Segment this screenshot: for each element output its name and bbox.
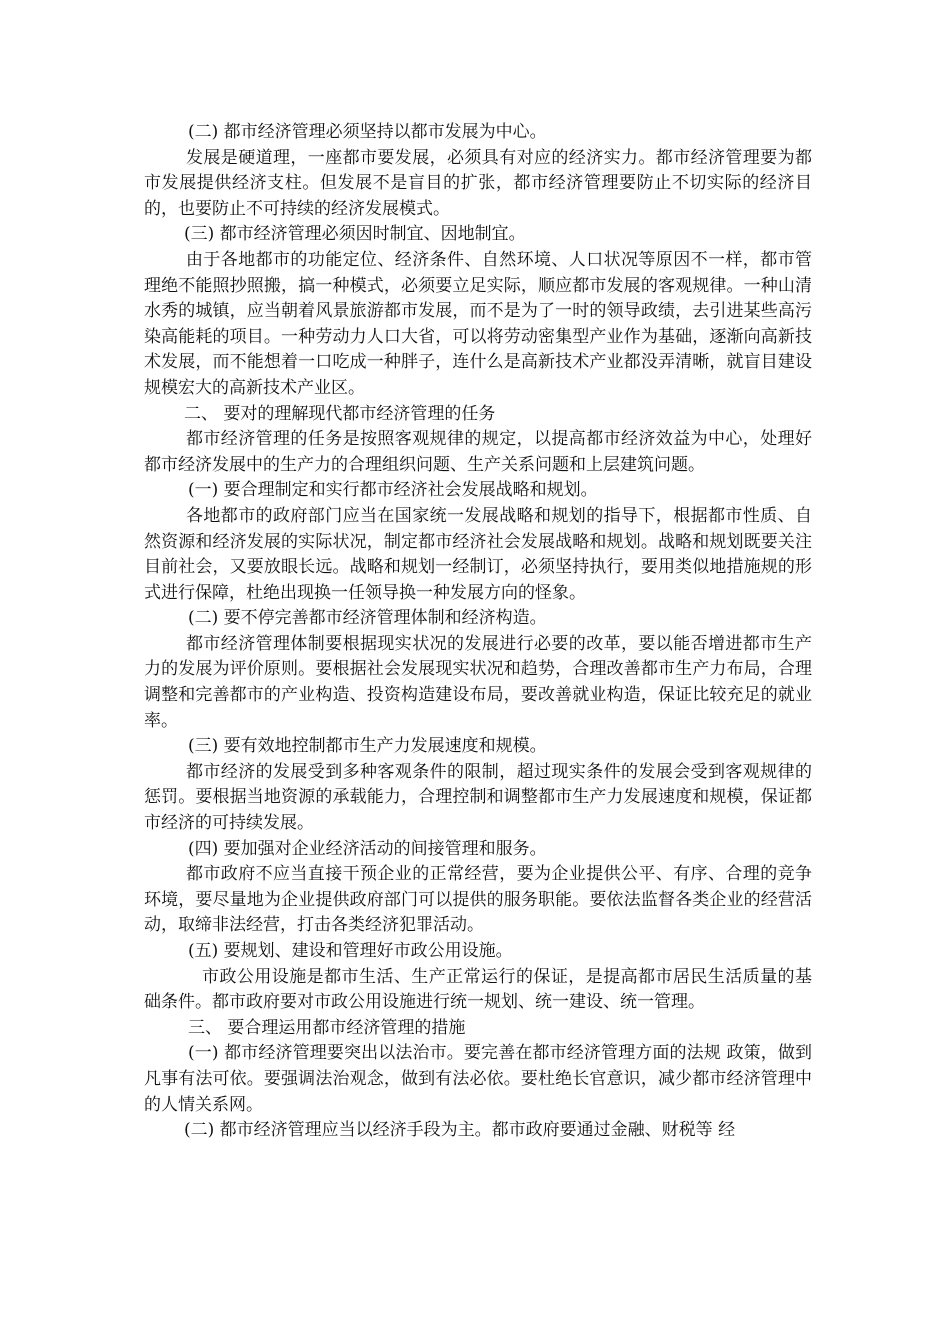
subheading-3-2: (二) 要不停完善都市经济管理体制和经济构造。 [188, 608, 547, 629]
body-paragraph: (二) 都市经济管理应当以经济手段为主。都市政府要通过金融、财税等 经 [184, 1120, 736, 1141]
body-paragraph: (一) 都市经济管理要突出以法治市。要完善在都市经济管理方面的法规 政策，做到凡事有法可依。要强调法治观念，做到有法必依。要杜绝长官意识，减少都市经济管理中的人情关系网。 [144, 1043, 812, 1115]
body-paragraph: 都市经济管理的任务是按照客观规律的规定，以提高都市经济效益为中心，处理好都市经济发展中的生产力的合理组织问题、生产关系问题和上层建筑问题。 [144, 429, 812, 475]
document-body [144, 120, 812, 1144]
body-paragraph: 都市经济管理体制要根据现实状况的发展进行必要的改革，要以能否增进都市生产力的发展为评价原则。要根据社会发展现实状况和趋势，合理改善都市生产力布局，合理调整和完善都市的产业构造、投资构造建设布局，要改善就业构造，保证比较充足的就业率。 [144, 633, 812, 731]
body-paragraph: 发展是硬道理，一座都市要发展，必须具有对应的经济实力。都市经济管理要为都市发展提供经济支柱。但发展不是盲目的扩张，都市经济管理要防止不切实际的经济目的，也要防止不可持续的经济发展模式。 [144, 147, 812, 219]
subheading-3-5: (五) 要规划、建设和管理好市政公用设施。 [188, 941, 513, 961]
subheading-3-1: (一) 要合理制定和实行都市经济社会发展战略和规划。 [188, 480, 598, 501]
body-paragraph: 各地都市的政府部门应当在国家统一发展战略和规划的指导下，根据都市性质、自然资源和经济发展的实际状况，制定都市经济社会发展战略和规划。战略和规划既要关注目前社会，又要放眼长远。战略和规划一经制订，必须坚持执行，要用类似地措施规的形式进行保障，杜绝出现换一任领导换一种发展方向的怪象。 [144, 505, 812, 603]
section-heading-3: 三、 要合理运用都市经济管理的措施 [188, 1017, 466, 1038]
subheading-2-3: (三) 都市经济管理必须因时制宜、因地制宜。 [184, 224, 526, 245]
body-paragraph: 都市政府不应当直接干预企业的正常经营，要为企业提供公平、有序、合理的竞争环境，要尽量地为企业提供政府部门可以提供的服务职能。要依法监督各类企业的经营活动，取缔非法经营，打击各类经济犯罪活动。 [144, 864, 812, 936]
subheading-3-4: (四) 要加强对企业经济活动的间接管理和服务。 [188, 838, 547, 859]
subheading-2-2: (二) 都市经济管理必须坚持以都市发展为中心。 [188, 122, 547, 142]
body-paragraph: 都市经济的发展受到多种客观条件的限制，超过现实条件的发展会受到客观规律的惩罚。要根据当地资源的承载能力，合理控制和调整都市生产力发展速度和规模，保证都市经济的可持续发展。 [144, 761, 812, 834]
body-paragraph: 市政公用设施是都市生活、生产正常运行的保证，是提高都市居民生活质量的基础条件。都市政府要对市政公用设施进行统一规划、统一建设、统一管理。 [144, 966, 812, 1013]
body-paragraph: 由于各地都市的功能定位、经济条件、自然环境、人口状况等原因不一样，都市管理绝不能照抄照搬，搞一种模式，必须要立足实际，顺应都市发展的客观规律。一种山清水秀的城镇，应当朝着风景旅游都市发展，而不是为了一时的领导政绩，去引进某些高污染高能耗的项目。一种劳动力人口大省，可以将劳动密集型产业作为基础，逐渐向高新技术发展，而不能想着一口吃成一种胖子，连什么是高新技术产业都没弄清晰，就盲目建设规模宏大的高新技术产业区。 [144, 249, 812, 398]
subheading-3-3: (三) 要有效地控制都市生产力发展速度和规模。 [188, 736, 547, 757]
section-heading-2: 二、 要对的理解现代都市经济管理的任务 [184, 403, 496, 424]
